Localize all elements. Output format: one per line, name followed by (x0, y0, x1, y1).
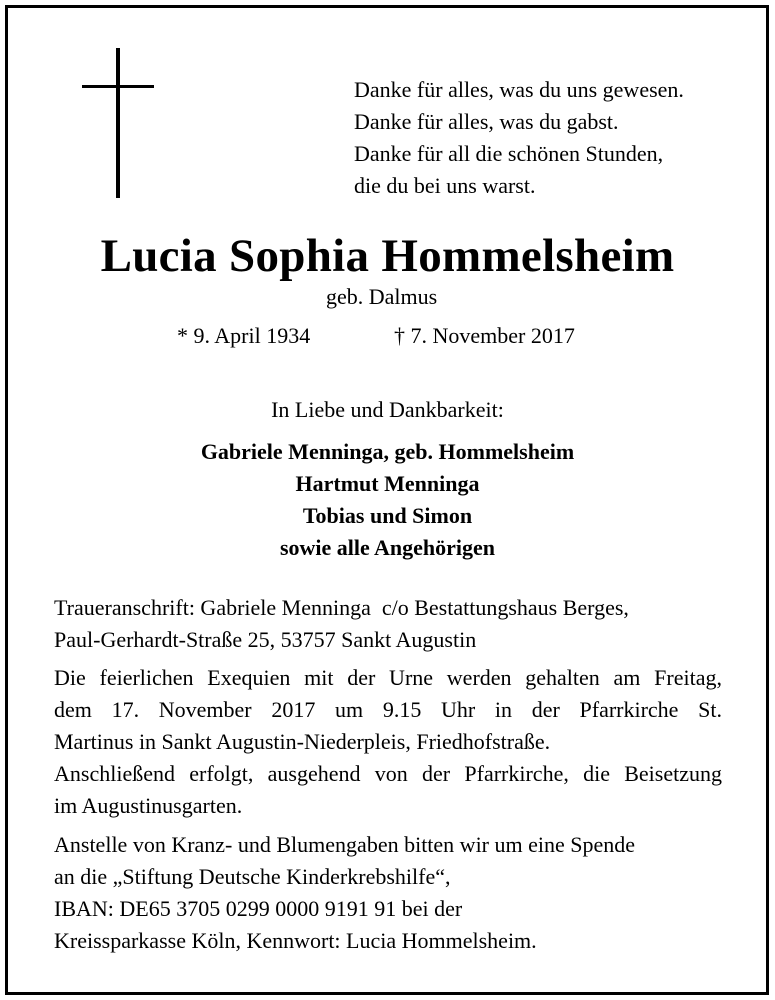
poem (354, 74, 684, 202)
poem-line: Danke für alles, was du uns gewesen. (354, 77, 684, 102)
service-line: Martinus in Sankt Augustin-Niederpleis, Friedhofstraße. (54, 729, 551, 754)
mourners-list (0, 436, 775, 564)
service-line: Die feierlichen Exequien mit der Urne werden gehalten am Freitag, (54, 665, 722, 690)
poem-line: die du bei uns warst. (354, 173, 536, 198)
donation-line: Kreissparkasse Köln, Kennwort: Lucia Hommelsheim. (54, 928, 537, 953)
mourning-address (54, 592, 722, 656)
mourner-line: Tobias und Simon (302, 503, 473, 528)
service-line: im Augustinusgarten. (54, 793, 243, 818)
cross-vertical-bar (116, 48, 120, 198)
poem-line: Danke für all die schönen Stunden, (354, 141, 664, 166)
mourner-line: sowie alle Angehörigen (279, 535, 496, 560)
service-line: Anschließend erfolgt, ausgehend von der Pfarrkirche, die Beisetzung (54, 761, 722, 786)
born-name: geb. Dalmus (326, 284, 438, 309)
mourners-intro: In Liebe und Dankbarkeit: (271, 397, 504, 422)
death-date: † 7. November 2017 (394, 323, 575, 348)
donation-line: an die „Stiftung Deutsche Kinderkrebshilfe“, (54, 864, 451, 889)
cross-icon (82, 48, 154, 198)
donation-line: IBAN: DE65 3705 0299 0000 9191 91 bei der (54, 896, 463, 921)
donation-info (54, 829, 722, 957)
address-line: Paul-Gerhardt-Straße 25, 53757 Sankt Augustin (54, 627, 477, 652)
poem-line: Danke für alles, was du gabst. (354, 109, 619, 134)
mourner-line: Hartmut Menninga (295, 471, 480, 496)
birth-date: * 9. April 1934 (177, 323, 311, 348)
mourner-line: Gabriele Menninga, geb. Hommelsheim (200, 439, 575, 464)
donation-line: Anstelle von Kranz- und Blumengaben bitten wir um eine Spende (54, 832, 636, 857)
service-line: dem 17. November 2017 um 9.15 Uhr in der Pfarrkirche St. (54, 697, 722, 722)
cross-horizontal-bar (82, 85, 154, 88)
address-line: Traueranschrift: Gabriele Menninga c/o Bestattungshaus Berges, (54, 595, 629, 620)
deceased-name: Lucia Sophia Hommelsheim (100, 230, 675, 282)
service-info (54, 662, 722, 822)
